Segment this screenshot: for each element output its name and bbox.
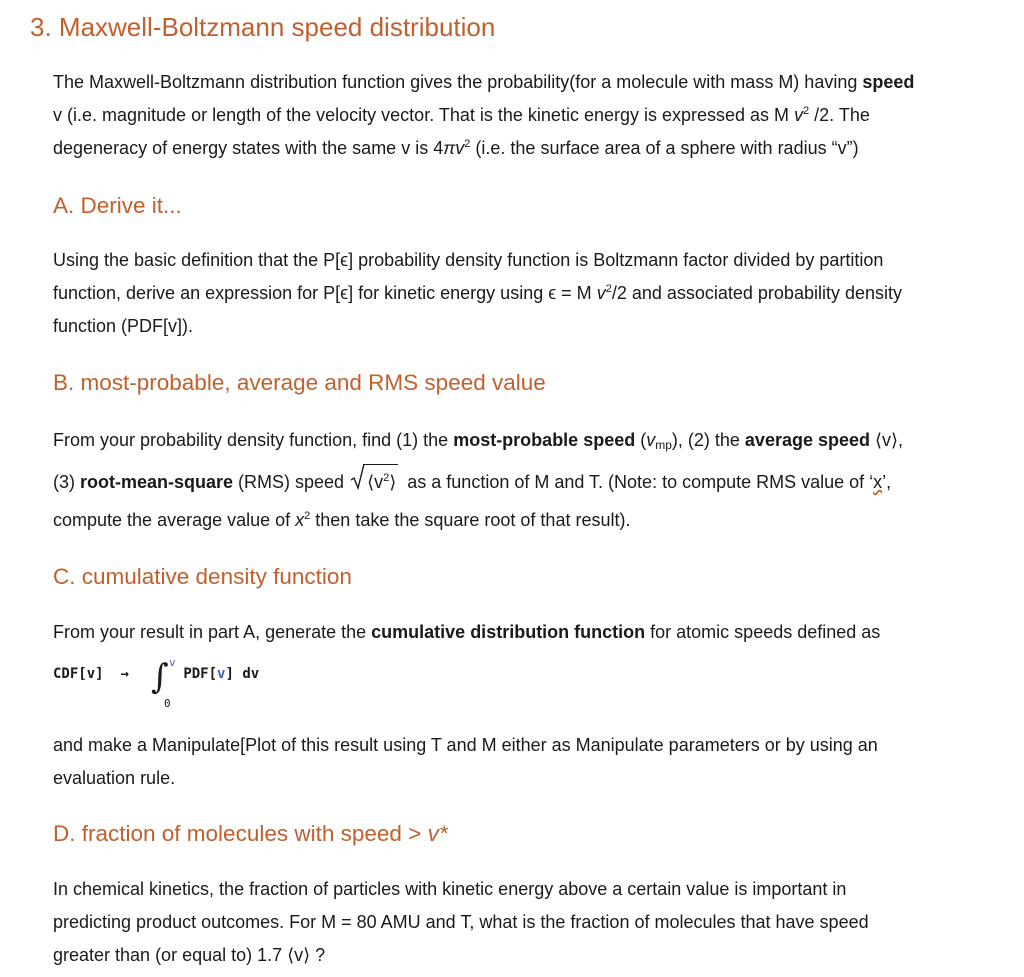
spellcheck-mark: x	[873, 472, 883, 492]
section-b-heading: B. most-probable, average and RMS speed value	[53, 370, 546, 395]
section-c-heading: C. cumulative density function	[53, 564, 352, 589]
section-c-paragraph: From your result in part A, generate the cumulative distribution function for atomic speeds defined as	[53, 622, 881, 642]
integral-sign: ∫	[151, 657, 169, 697]
section-d-paragraph: In chemical kinetics, the fraction of particles with kinetic energy above a certain value is important in predicting product outcomes. For M = 80 AMU and T, what is the fraction of molecules that have speed greater than (or equal to) 1.7 ⟨v⟩ ?	[53, 879, 869, 965]
sqrt-symbol: $⟨v^2⟩$	[351, 462, 398, 502]
integral-upper-limit: v	[169, 656, 176, 669]
integral-lower-limit: 0	[164, 697, 171, 710]
section-d-heading: D. fraction of molecules with speed > v*	[53, 821, 448, 846]
page-title: 3. Maxwell-Boltzmann speed distribution	[30, 12, 496, 42]
cdf-code-cell[interactable]: CDF[v] → PDF[v] dv	[53, 666, 260, 682]
section-a-heading: A. Derive it...	[53, 193, 182, 218]
section-a-paragraph: Using the basic definition that the P[ϵ] probability density function is Boltzmann factor divided by partition function, derive an expression for P[ϵ] for kinetic energy using ϵ = M $v^2/2$ and associated probability density function (PDF[v]).	[53, 250, 902, 336]
section-b-paragraph: From your probability density function, find (1) the most-probable speed $(v_{mp})$, (2) the average speed ⟨v⟩, (3) root-mean-square (RMS) speed $⟨v^2⟩$ as a function of M and T. (Note: to compute RMS value of ‘x’, compute the average value of $x^2$ then take the square root of that result).	[53, 430, 904, 530]
section-c-paragraph-2: and make a Manipulate[Plot of this result using T and M either as Manipulate parameters or by using an evaluation rule.	[53, 735, 878, 788]
intro-paragraph: The Maxwell-Boltzmann distribution function gives the probability(for a molecule with mass M) having speed v (i.e. magnitude or length of the velocity vector. That is the kinetic energy is expressed as M $v^2$ /2. The degeneracy of energy states with the same v is $4\pi v^2$ (i.e. the surface area of a sphere with radius “v”)	[53, 72, 915, 158]
